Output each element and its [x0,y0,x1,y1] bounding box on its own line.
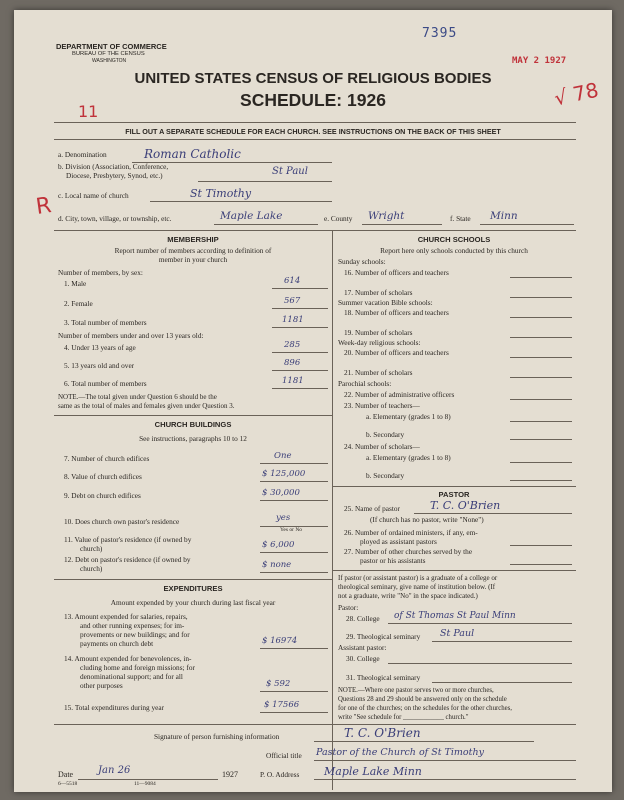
q13-label-3: provements or new buildings; and for [80,630,190,639]
pastor-intro-2: theological seminary, give name of institution below. (If [338,583,496,591]
expenditures-heading: EXPENDITURES [163,584,223,593]
schools-heading: CHURCH SCHOOLS [417,235,491,244]
local-name-label: c. Local name of church [58,191,129,200]
q25-value[interactable]: T. C. O'Brien [430,499,501,512]
denomination-value[interactable]: Roman Catholic [144,147,241,161]
pastor-note: NOTE.—Where one pastor serves two or more churches, [338,687,494,694]
q5-label: 5. 13 years old and over [64,361,135,370]
q10-value[interactable]: yes [276,513,291,523]
q3-label: 3. Total number of members [64,318,147,327]
margin-r-mark: R [34,193,53,220]
pastor-note-3: for one of the churches; on the schedules for the other churches, [338,705,513,712]
pastor-note-2: Questions 28 and 29 should be answered only on the schedule [338,696,507,703]
q12-value[interactable]: $ none [262,560,292,570]
city-label: d. City, town, village, or township, etc. [58,214,172,223]
stamp-number: 7395 [422,26,458,41]
q24a-label: a. Elementary (grades 1 to 8) [366,453,451,462]
q31-label: 31. Theological seminary [346,673,421,682]
q25-hint: (If church has no pastor, write "None") [370,515,484,524]
q30-label: 30. College [346,654,380,663]
q25-label: 25. Name of pastor [344,504,400,513]
q1-label: 1. Male [64,279,87,288]
q4-label: 4. Under 13 years of age [64,343,136,352]
q24b-label: b. Secondary [366,471,405,480]
county-value[interactable]: Wright [368,210,405,222]
county-label: e. County [324,214,353,223]
bureau-city: WASHINGTON [92,58,127,64]
membership-intro: Report number of members according to definition of [114,246,272,255]
q23-label: 23. Number of teachers— [344,401,420,410]
members-by-age-label: Number of members under and over 13 years old: [58,331,204,340]
q13-label-2: and other running expenses; for im- [80,621,185,630]
date-year: 1927 [222,770,238,779]
q2-label: 2. Female [64,299,93,308]
division-label: b. Division (Association, Conference, [58,162,169,171]
membership-intro-2: member in your church [158,255,228,264]
date-label: Date [58,770,74,779]
division-value[interactable]: St Paul [272,166,308,177]
q14-label-3: denominational support; and for all [80,672,183,681]
q15-label: 15. Total expenditures during year [64,703,165,712]
q6-label: 6. Total number of members [64,379,147,388]
date-stamp: MAY 2 1927 [512,56,567,66]
summer-schools-label: Summer vacation Bible schools: [338,298,433,307]
q23b-label: b. Secondary [366,430,405,439]
q27-label-2: pastor or his assistants [360,556,426,565]
print-number: 11—9084 [134,781,156,787]
members-by-sex-label: Number of members, by sex: [58,268,143,277]
margin-check-mark: √ 78 [551,77,601,111]
signature-label: Signature of person furnishing information [154,732,280,741]
q7-label: 7. Number of church edifices [64,454,150,463]
po-address-value[interactable]: Maple Lake Minn [324,765,422,778]
q14-value[interactable]: $ 592 [266,679,291,689]
q7-value[interactable]: One [274,451,292,461]
q29-label: 29. Theological seminary [346,632,421,641]
po-address-label: P. O. Address [260,770,300,779]
q28-label: 28. College [346,614,380,623]
bureau-name: BUREAU OF THE CENSUS [72,51,145,57]
q14-label: 14. Amount expended for benevolences, in- [64,654,192,663]
pastor-heading: PASTOR [438,490,470,499]
q9-label: 9. Debt on church edifices [64,491,141,500]
census-schedule-sheet [14,10,612,792]
q11-value[interactable]: $ 6,000 [262,540,295,550]
schedule-title: SCHEDULE: 1926 [240,90,386,110]
margin-number: 11 [78,102,99,121]
form-title: UNITED STATES CENSUS OF RELIGIOUS BODIES [134,70,492,87]
q20-label: 20. Number of officers and teachers [344,348,449,357]
q12-label-2: church) [80,564,103,573]
q11-label-2: church) [80,544,103,553]
q9-value[interactable]: $ 30,000 [262,488,300,498]
q27-label: 27. Number of other churches served by the [344,547,473,556]
q26-label: 26. Number of ordained ministers, if any, em- [344,528,478,537]
instructions-line: FILL OUT A SEPARATE SCHEDULE FOR EACH CHURCH. SEE INSTRUCTIONS ON THE BACK OF THIS SHEET [125,127,501,136]
pastor-sub-label: Pastor: [338,603,359,612]
q29-value[interactable]: St Paul [440,628,475,639]
state-value[interactable]: Minn [490,210,518,222]
q8-label: 8. Value of church edifices [64,472,142,481]
weekday-schools-label: Week-day religious schools: [338,338,421,347]
denomination-label: a. Denomination [58,150,107,159]
q13-value[interactable]: $ 16974 [262,636,298,646]
q13-label-4: payments on church debt [80,639,154,648]
dept-name: DEPARTMENT OF COMMERCE [56,42,167,51]
q24-label: 24. Number of scholars— [344,442,420,451]
q11-label: 11. Value of pastor's residence (if owned by [64,535,192,544]
buildings-sub: See instructions, paragraphs 10 to 12 [139,434,247,443]
q5-value[interactable]: 896 [284,358,301,368]
q26-label-2: ployed as assistant pastors [360,537,437,546]
city-value[interactable]: Maple Lake [220,210,283,222]
q12-label: 12. Debt on pastor's residence (if owned by [64,555,191,564]
q16-label: 16. Number of officers and teachers [344,268,449,277]
date-value[interactable]: Jan 26 [98,765,131,776]
parochial-schools-label: Parochial schools: [338,379,392,388]
schools-sub: Report here only schools conducted by this church [380,246,528,255]
sunday-schools-label: Sunday schools: [338,257,386,266]
form-number: 6—5518 [58,781,78,787]
state-label: f. State [450,214,471,223]
pastor-note-4: write "See schedule for ____________ church." [338,714,469,721]
signature-value[interactable]: T. C. O'Brien [344,726,421,740]
yes-no-hint: Yes or No [280,527,303,533]
q14-label-4: other purposes [80,681,123,690]
q22-label: 22. Number of administrative officers [344,390,455,399]
q14-label-2: cluding home and foreign missions; for [80,663,195,672]
q21-label: 21. Number of scholars [344,368,413,377]
official-title-label: Official title [266,751,302,760]
q23a-label: a. Elementary (grades 1 to 8) [366,412,451,421]
q15-value[interactable]: $ 17566 [264,700,300,710]
q3-value[interactable]: 1181 [282,315,304,325]
division-label-2: Diocese, Presbytery, Synod, etc.) [66,171,163,180]
q28-value[interactable]: of St Thomas St Paul Minn [394,611,516,621]
q13-label: 13. Amount expended for salaries, repairs, [64,612,188,621]
local-name-value[interactable]: St Timothy [190,187,252,200]
membership-heading: MEMBERSHIP [167,235,219,244]
assistant-pastor-label: Assistant pastor: [338,643,387,652]
pastor-intro: If pastor (or assistant pastor) is a graduate of a college or [338,574,498,582]
q8-value[interactable]: $ 125,000 [262,469,306,479]
q19-label: 19. Number of scholars [344,328,413,337]
q10-label: 10. Does church own pastor's residence [64,517,180,526]
buildings-heading: CHURCH BUILDINGS [154,420,232,429]
membership-note-2: same as the total of males and females given under Question 3. [58,402,235,410]
expenditures-sub: Amount expended by your church during last fiscal year [110,598,276,607]
q18-label: 18. Number of officers and teachers [344,308,449,317]
pastor-intro-3: not a graduate, write "No" in the space indicated.) [338,592,478,600]
q6-value[interactable]: 1181 [282,376,304,386]
q2-value[interactable]: 567 [284,296,301,306]
q1-value[interactable]: 614 [284,276,301,286]
membership-note: NOTE.—The total given under Question 6 should be the [58,393,217,401]
q17-label: 17. Number of scholars [344,288,413,297]
official-title-value[interactable]: Pastor of the Church of St Timothy [316,747,484,758]
q4-value[interactable]: 285 [284,340,301,350]
